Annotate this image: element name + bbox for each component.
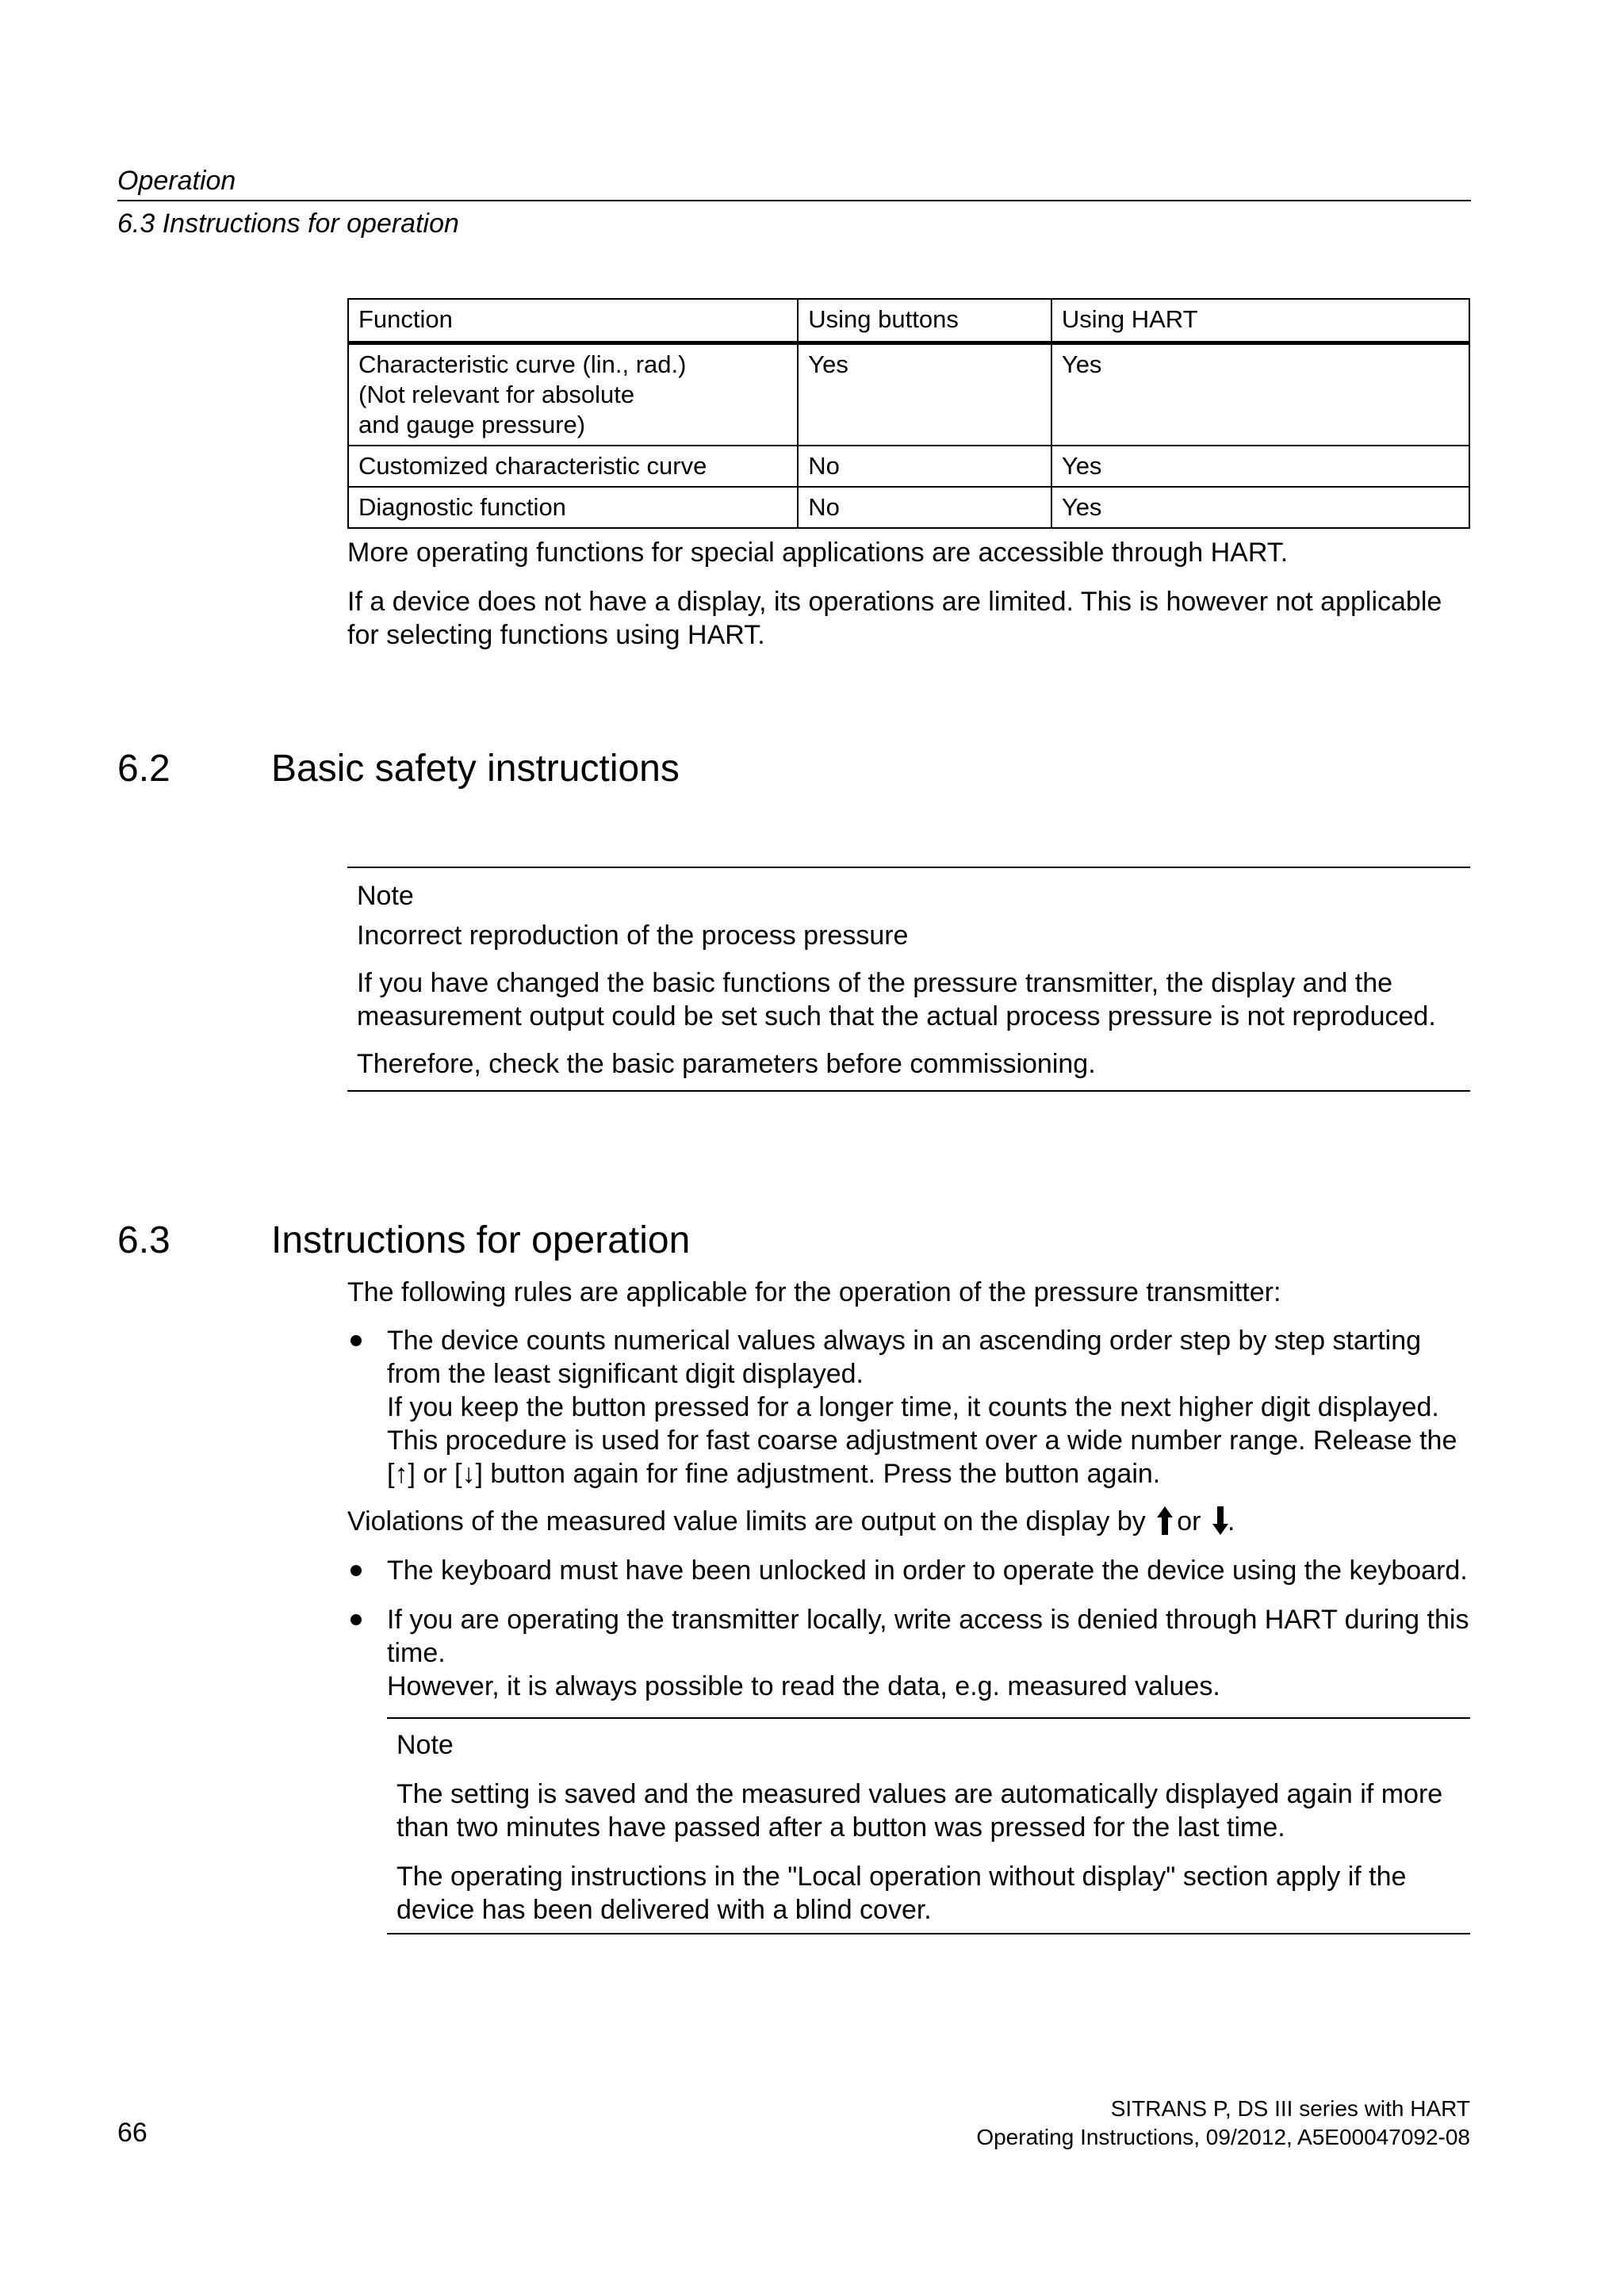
rules-list-1	[347, 1324, 1489, 1490]
note-paragraph	[396, 1777, 1470, 1844]
table-cell-buttons: No	[798, 446, 1051, 487]
table-cell-function: Diagnostic function	[348, 487, 798, 528]
text-line: [↑] or [↓] button again for fine adjustment. Press the button again.	[387, 1459, 1161, 1489]
function-line: (Not relevant for absolute	[358, 381, 635, 408]
violations-paragraph	[347, 1505, 1473, 1538]
text-line: The setting is saved and the measured values are automatically displayed again if more	[396, 1779, 1443, 1809]
section-title: Instructions for operation	[271, 1219, 691, 1261]
footer-doc: Operating Instructions, 09/2012, A5E00047092-08	[976, 2125, 1470, 2149]
note-paragraph: Therefore, check the basic parameters before commissioning.	[357, 1049, 1096, 1079]
bullet-icon	[350, 1335, 362, 1346]
table-cell-function: Customized characteristic curve	[348, 446, 798, 487]
violations-end: .	[1227, 1506, 1235, 1536]
table-header-row	[348, 299, 1469, 343]
arrow-down-icon	[1212, 1505, 1229, 1536]
text-line: However, it is always possible to read the data, e.g. measured values.	[387, 1671, 1220, 1701]
intro-paragraph-2	[347, 585, 1473, 652]
text-line: The keyboard must have been unlocked in order to operate the device using the keyboard.	[387, 1556, 1468, 1586]
table-cell-hart: Yes	[1051, 343, 1469, 446]
note-box	[387, 1717, 1470, 1934]
note-heading: Incorrect reproduction of the process pressure	[357, 920, 909, 951]
text-line: from the least significant digit displayed.	[387, 1359, 864, 1389]
bullet-icon	[350, 1614, 362, 1625]
table-header-cell: Using buttons	[798, 299, 1051, 343]
table-row	[348, 487, 1469, 528]
list-item	[347, 1554, 1489, 1587]
list-item	[347, 1603, 1489, 1703]
note-box	[347, 867, 1470, 1092]
text-line: measurement output could be set such that the actual process pressure is not reproduced.	[357, 1001, 1436, 1031]
text-line: This procedure is used for fast coarse adjustment over a wide number range. Release the	[387, 1425, 1457, 1456]
table-header-cell: Function	[348, 299, 798, 343]
table-header-cell: Using HART	[1051, 299, 1469, 343]
section-title: Basic safety instructions	[271, 748, 680, 790]
arrow-up-icon	[1156, 1505, 1174, 1536]
rules-list-2	[347, 1554, 1489, 1703]
text-line: If you have changed the basic functions of the pressure transmitter, the display and the	[357, 968, 1393, 998]
text-line: device has been delivered with a blind cover.	[396, 1895, 932, 1925]
text-line: The operating instructions in the "Local operation without display" section apply if the	[396, 1862, 1407, 1892]
intro-paragraph-1: More operating functions for special applications are accessible through HART.	[347, 538, 1289, 568]
table-cell-function	[348, 343, 798, 446]
function-table	[347, 298, 1470, 529]
bullet-icon	[350, 1565, 362, 1576]
note-label: Note	[357, 881, 414, 911]
violations-or: or	[1177, 1506, 1201, 1536]
header-section: 6.3 Instructions for operation	[117, 209, 459, 239]
note-paragraph	[396, 1860, 1470, 1927]
text-line: time.	[387, 1638, 446, 1668]
text-line: than two minutes have passed after a button was pressed for the last time.	[396, 1812, 1285, 1843]
running-header	[117, 163, 1471, 241]
table-cell-buttons: No	[798, 487, 1051, 528]
function-line: and gauge pressure)	[358, 411, 586, 438]
text-line: for selecting functions using HART.	[347, 620, 765, 650]
function-line: Characteristic curve (lin., rad.)	[358, 350, 687, 378]
list-item	[347, 1324, 1489, 1490]
section-number: 6.3	[117, 1219, 170, 1261]
footer-product: SITRANS P, DS III series with HART	[1110, 2096, 1470, 2121]
table-cell-hart: Yes	[1051, 446, 1469, 487]
header-rule	[117, 200, 1471, 201]
footer-info	[976, 2095, 1470, 2152]
text-line: If a device does not have a display, its operations are limited. This is however not applicable	[347, 587, 1442, 617]
violations-text: Violations of the measured value limits are output on the display by	[347, 1506, 1146, 1536]
table-cell-buttons: Yes	[798, 343, 1051, 446]
text-line: If you are operating the transmitter locally, write access is denied through HART during this	[387, 1605, 1469, 1635]
section-number: 6.2	[117, 748, 170, 790]
text-line: The device counts numerical values always in an ascending order step by step starting	[387, 1326, 1422, 1356]
text-line: If you keep the button pressed for a longer time, it counts the next higher digit displayed.	[387, 1392, 1439, 1422]
header-chapter: Operation	[117, 166, 236, 196]
note-label: Note	[396, 1730, 454, 1760]
table-row	[348, 343, 1469, 446]
page-number: 66	[117, 2118, 147, 2148]
section-lead: The following rules are applicable for the operation of the pressure transmitter:	[347, 1277, 1281, 1307]
table-cell-hart: Yes	[1051, 487, 1469, 528]
table-row	[348, 446, 1469, 487]
note-paragraph	[357, 966, 1470, 1033]
